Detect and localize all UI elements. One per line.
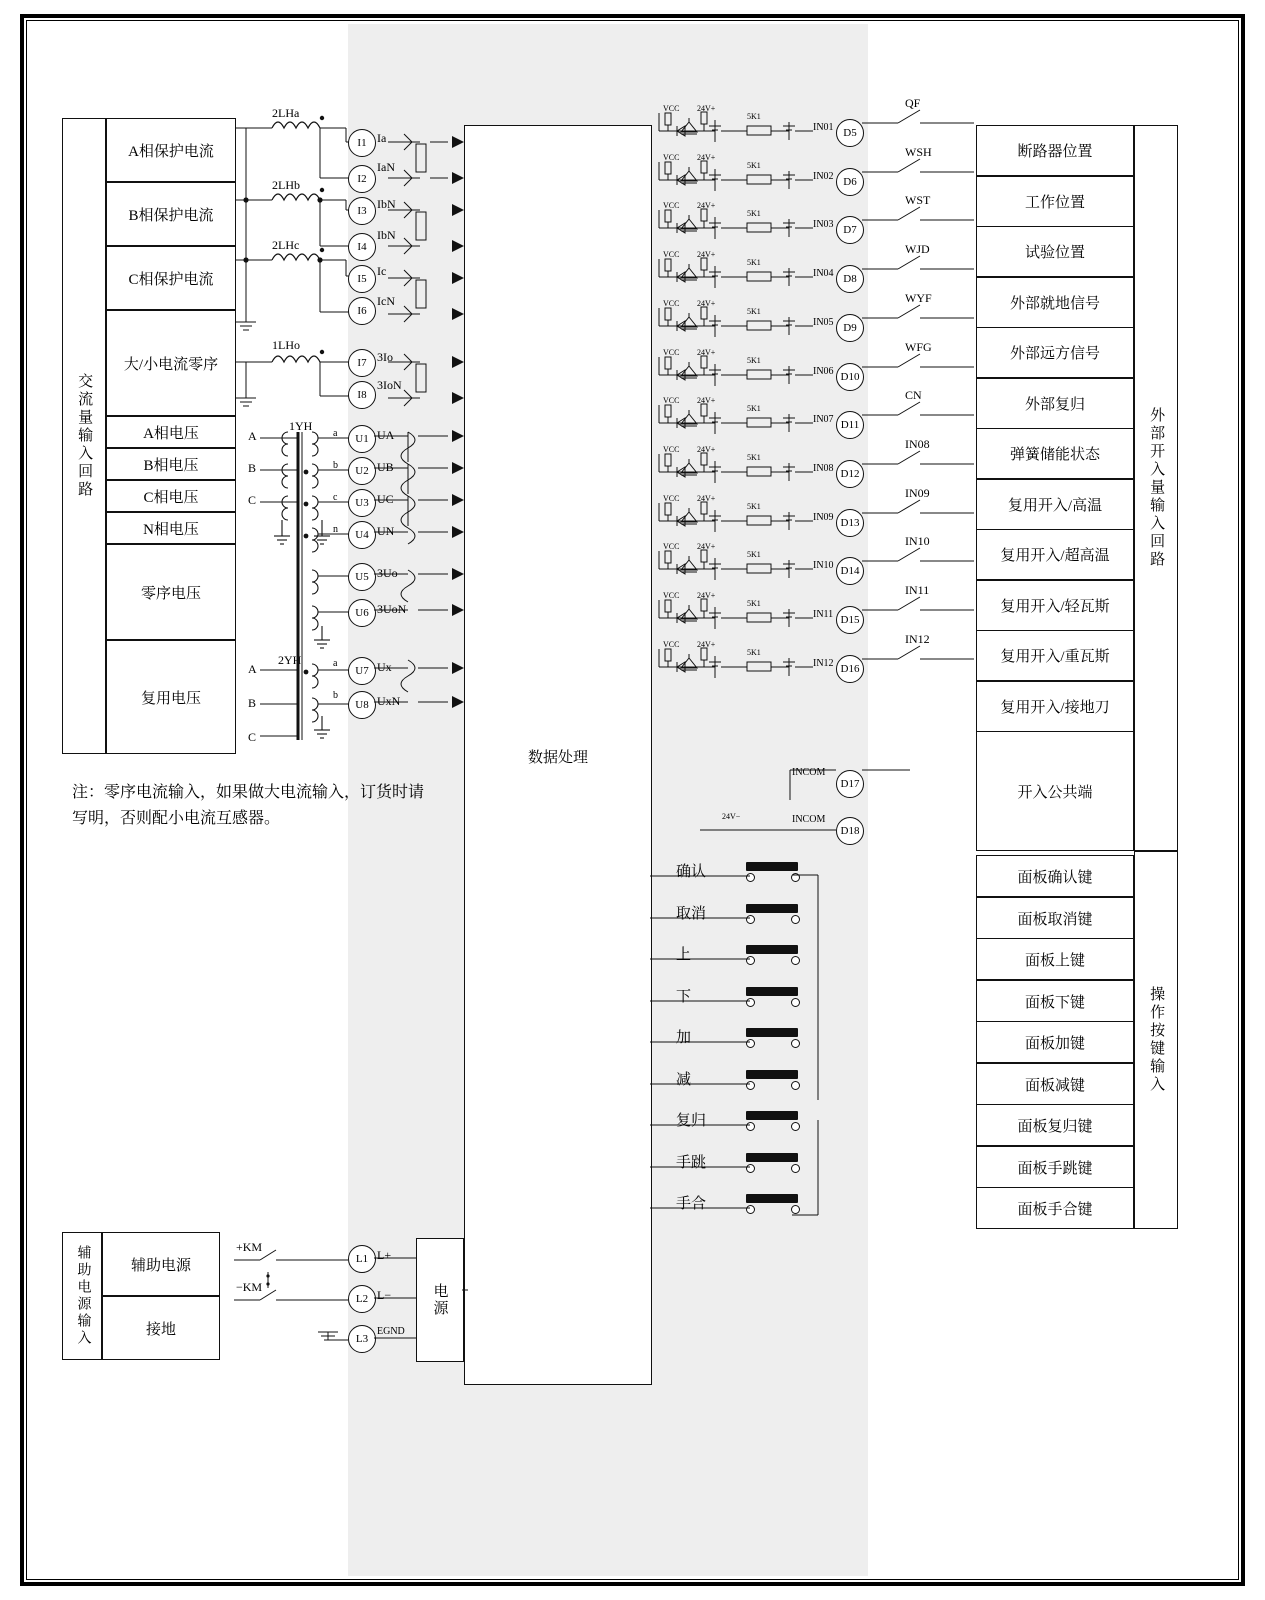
di-input-label: IN04 xyxy=(813,268,834,279)
pt-tap-b2: b xyxy=(333,690,338,701)
signal-L-plus: L+ xyxy=(377,1248,392,1262)
di-channel xyxy=(655,494,865,542)
di-input-label: IN06 xyxy=(813,366,834,377)
di-switch-label: IN09 xyxy=(905,486,930,500)
vcc-label: VCC xyxy=(663,201,680,210)
key-desc-row: 面板上键 xyxy=(976,938,1134,980)
key-label: 加 xyxy=(676,1030,692,1046)
signal-UN: UN xyxy=(377,524,395,538)
di-switch-label: WSH xyxy=(905,145,932,159)
di-desc-common: 开入公共端 xyxy=(976,731,1134,851)
di-terminal-D15: D15 xyxy=(836,606,864,634)
pt-tap-a2: a xyxy=(333,658,338,669)
v24-label: 24V+ xyxy=(697,542,716,551)
di-switch xyxy=(862,447,978,477)
terminal-I2: I2 xyxy=(348,165,376,193)
signal-EGND: EGND xyxy=(377,1326,405,1337)
power-input-negative: −KM xyxy=(236,1280,263,1294)
di-switch-label: WJD xyxy=(905,242,930,256)
di-terminal-D16: D16 xyxy=(836,655,864,683)
key-label: 手合 xyxy=(676,1196,707,1212)
di-terminal-D6: D6 xyxy=(836,168,864,196)
di-switch xyxy=(862,301,978,331)
resistor-label: 5K1 xyxy=(747,453,761,462)
resistor-label: 5K1 xyxy=(747,112,761,121)
key-label: 取消 xyxy=(676,906,707,922)
signal-UB: UB xyxy=(377,460,394,474)
v24-label: 24V+ xyxy=(697,250,716,259)
left-row-6: C相电压 xyxy=(106,480,236,512)
pt-tap-n1: n xyxy=(333,524,338,535)
ct-label-3: 1LHo xyxy=(272,338,300,352)
terminal-U5: U5 xyxy=(348,563,376,591)
di-input-label: IN05 xyxy=(813,317,834,328)
di-desc-row: 工作位置 xyxy=(976,176,1134,227)
terminal-U8: U8 xyxy=(348,691,376,719)
di-switch xyxy=(862,398,978,428)
resistor-label: 5K1 xyxy=(747,307,761,316)
cpu-block xyxy=(464,125,652,1385)
terminal-I1: I1 xyxy=(348,129,376,157)
v24-label: 24V+ xyxy=(697,153,716,162)
di-channel xyxy=(655,250,865,298)
ct-label-2: 2LHc xyxy=(272,238,300,252)
v24-label: 24V+ xyxy=(697,348,716,357)
di-input-label: IN09 xyxy=(813,512,834,523)
signal-IaN: IaN xyxy=(377,160,395,174)
di-channel xyxy=(655,201,865,249)
di-input-label: IN11 xyxy=(813,609,834,620)
signal-UC: UC xyxy=(377,492,394,506)
di-terminal-D18: D18 xyxy=(836,817,864,845)
di-switch-label: IN11 xyxy=(905,583,930,597)
di-switch xyxy=(862,593,978,623)
di-switch xyxy=(862,350,978,380)
vcc-label: VCC xyxy=(663,640,680,649)
di-channel xyxy=(655,640,865,688)
di-desc-row: 弹簧储能状态 xyxy=(976,428,1134,479)
di-switch-label: IN10 xyxy=(905,534,930,548)
left-row-5: B相电压 xyxy=(106,448,236,480)
terminal-I5: I5 xyxy=(348,265,376,293)
key-label: 上 xyxy=(676,947,692,963)
left-row-4: A相电压 xyxy=(106,416,236,448)
di-switch xyxy=(862,155,978,185)
di-switch-label: WYF xyxy=(905,291,932,305)
di-terminal-D10: D10 xyxy=(836,363,864,391)
v24-label: 24V+ xyxy=(697,640,716,649)
key-desc-row: 面板取消键 xyxy=(976,897,1134,939)
key-desc-row: 面板加键 xyxy=(976,1021,1134,1063)
di-desc-row: 外部远方信号 xyxy=(976,327,1134,378)
di-desc-row: 复用开入/轻瓦斯 xyxy=(976,580,1134,631)
di-terminal-D9: D9 xyxy=(836,314,864,342)
vcc-label: VCC xyxy=(663,445,680,454)
phase-A-top: A xyxy=(248,429,257,443)
terminal-I3: I3 xyxy=(348,197,376,225)
vcc-label: VCC xyxy=(663,104,680,113)
di-terminal-D11: D11 xyxy=(836,411,864,439)
power-input-positive: +KM xyxy=(236,1240,263,1254)
v24-minus-label: 24V− xyxy=(722,812,741,821)
terminal-L2: L2 xyxy=(348,1285,376,1313)
power-wiring xyxy=(220,1238,370,1368)
v24-label: 24V+ xyxy=(697,494,716,503)
key-desc-row: 面板手合键 xyxy=(976,1187,1134,1229)
left-row-2: C相保护电流 xyxy=(106,246,236,310)
vcc-label: VCC xyxy=(663,494,680,503)
di-switch-label: WFG xyxy=(905,340,932,354)
phase-C-top: C xyxy=(248,493,257,507)
signal-3IoN: 3IoN xyxy=(377,378,402,392)
left-row-8: 零序电压 xyxy=(106,544,236,640)
keys-group-label: 操作按键输入 xyxy=(1134,851,1178,1229)
phase-C-bot: C xyxy=(248,730,257,744)
di-terminal-D13: D13 xyxy=(836,509,864,537)
signal-Ux: Ux xyxy=(377,660,392,674)
di-switch xyxy=(862,252,978,282)
v24-label: 24V+ xyxy=(697,396,716,405)
di-desc-row: 复用开入/接地刀 xyxy=(976,681,1134,732)
terminal-U4: U4 xyxy=(348,521,376,549)
v24-label: 24V+ xyxy=(697,299,716,308)
power-supply-block xyxy=(416,1238,464,1362)
ct-label-1: 2LHb xyxy=(272,178,300,192)
terminal-U3: U3 xyxy=(348,489,376,517)
key-label: 手跳 xyxy=(676,1155,707,1171)
v24-label: 24V+ xyxy=(697,104,716,113)
terminal-L1: L1 xyxy=(348,1245,376,1273)
left-group-label: 交流量输入回路 xyxy=(62,118,106,754)
di-switch-label: QF xyxy=(905,96,921,110)
resistor-label: 5K1 xyxy=(747,404,761,413)
key-label: 减 xyxy=(676,1072,692,1088)
di-terminal-D8: D8 xyxy=(836,265,864,293)
din-group-label: 外部开入量输入回路 xyxy=(1134,125,1178,851)
di-channel xyxy=(655,591,865,639)
resistor-label: 5K1 xyxy=(747,550,761,559)
key-label: 确认 xyxy=(676,864,707,880)
resistor-label: 5K1 xyxy=(747,161,761,170)
key-bus xyxy=(640,855,840,1235)
di-input-label: IN08 xyxy=(813,463,834,474)
phase-B-bot: B xyxy=(248,696,257,710)
left-row-0: A相保护电流 xyxy=(106,118,236,182)
vcc-label: VCC xyxy=(663,542,680,551)
ct-label-0: 2LHa xyxy=(272,106,300,120)
di-desc-row: 试验位置 xyxy=(976,226,1134,277)
key-desc-row: 面板手跳键 xyxy=(976,1146,1134,1188)
signal-Ic: Ic xyxy=(377,264,387,278)
power-supply-label: 电源 xyxy=(431,1283,448,1317)
terminal-U2: U2 xyxy=(348,457,376,485)
aux-row-0: 辅助电源 xyxy=(102,1232,220,1296)
vcc-label: VCC xyxy=(663,153,680,162)
footnote: 注：零序电流输入，如果做大电流输入，订货时请写明，否则配小电流互感器。 xyxy=(72,784,425,827)
di-switch-label: IN08 xyxy=(905,437,930,451)
di-channel xyxy=(655,445,865,493)
current-input-conditioning xyxy=(374,120,469,420)
vcc-label: VCC xyxy=(663,396,680,405)
di-channel xyxy=(655,153,865,201)
di-input-label: IN07 xyxy=(813,414,834,425)
terminal-I8: I8 xyxy=(348,381,376,409)
resistor-label: 5K1 xyxy=(747,648,761,657)
signal-Ib: IbN xyxy=(377,197,396,211)
di-channel xyxy=(655,348,865,396)
key-desc-row: 面板确认键 xyxy=(976,855,1134,897)
vcc-label: VCC xyxy=(663,591,680,600)
vcc-label: VCC xyxy=(663,299,680,308)
terminal-U6: U6 xyxy=(348,599,376,627)
aux-row-1: 接地 xyxy=(102,1296,220,1360)
key-desc-row: 面板复归键 xyxy=(976,1104,1134,1146)
left-row-7: N相电压 xyxy=(106,512,236,544)
signal-IbN: IbN xyxy=(377,228,396,242)
di-terminal-D5: D5 xyxy=(836,119,864,147)
pt-label-0: 1YH xyxy=(289,419,313,433)
di-switch-label: IN12 xyxy=(905,632,930,646)
di-switch xyxy=(862,642,978,672)
signal-L-minus: L− xyxy=(377,1288,392,1302)
signal-Ia: Ia xyxy=(377,131,387,145)
resistor-label: 5K1 xyxy=(747,356,761,365)
di-switch xyxy=(862,496,978,526)
key-label: 下 xyxy=(676,989,692,1005)
phase-A-bot: A xyxy=(248,662,257,676)
terminal-I4: I4 xyxy=(348,233,376,261)
common-wiring xyxy=(650,760,910,850)
di-desc-row: 复用开入/重瓦斯 xyxy=(976,630,1134,681)
vcc-label: VCC xyxy=(663,348,680,357)
power-to-psu xyxy=(374,1244,420,1364)
terminal-U1: U1 xyxy=(348,425,376,453)
pt-tap-a1: a xyxy=(333,428,338,439)
aux-group-label: 辅助电源输入 xyxy=(62,1232,102,1360)
pt-tap-c1: c xyxy=(333,492,338,503)
di-input-label: IN12 xyxy=(813,658,834,669)
di-channel xyxy=(655,542,865,590)
left-row-3: 大/小电流零序 xyxy=(106,310,236,416)
vcc-label: VCC xyxy=(663,250,680,259)
di-switch xyxy=(862,203,978,233)
di-switch xyxy=(862,106,978,136)
signal-3Io: 3Io xyxy=(377,350,393,364)
voltage-input-conditioning xyxy=(374,420,469,720)
psu-to-cpu xyxy=(462,1280,468,1300)
di-desc-row: 外部就地信号 xyxy=(976,277,1134,328)
di-desc-row: 断路器位置 xyxy=(976,125,1134,176)
di-input-label: IN03 xyxy=(813,219,834,230)
cpu-label: 数据处理 xyxy=(527,750,588,766)
di-input-label: IN10 xyxy=(813,560,834,571)
resistor-label: 5K1 xyxy=(747,209,761,218)
key-desc-row: 面板下键 xyxy=(976,980,1134,1022)
di-terminal-D7: D7 xyxy=(836,216,864,244)
incom-label-1: INCOM xyxy=(792,767,826,778)
di-switch-label: CN xyxy=(905,388,922,402)
di-channel xyxy=(655,396,865,444)
left-row-1: B相保护电流 xyxy=(106,182,236,246)
phase-B-top: B xyxy=(248,461,257,475)
terminal-U7: U7 xyxy=(348,657,376,685)
di-switch-label: WST xyxy=(905,193,931,207)
di-channel xyxy=(655,299,865,347)
di-desc-row: 外部复归 xyxy=(976,378,1134,429)
di-terminal-D17: D17 xyxy=(836,770,864,798)
di-input-label: IN02 xyxy=(813,171,834,182)
incom-label-2: INCOM xyxy=(792,814,826,825)
terminal-I7: I7 xyxy=(348,349,376,377)
di-desc-row: 复用开入/超高温 xyxy=(976,529,1134,580)
signal-UxN: UxN xyxy=(377,694,401,708)
terminal-I6: I6 xyxy=(348,297,376,325)
v24-label: 24V+ xyxy=(697,201,716,210)
di-terminal-D12: D12 xyxy=(836,460,864,488)
signal-UA: UA xyxy=(377,428,395,442)
di-desc-row: 复用开入/高温 xyxy=(976,479,1134,530)
terminal-L3: L3 xyxy=(348,1325,376,1353)
di-terminal-D14: D14 xyxy=(836,557,864,585)
left-row-9: 复用电压 xyxy=(106,640,236,754)
resistor-label: 5K1 xyxy=(747,502,761,511)
resistor-label: 5K1 xyxy=(747,258,761,267)
signal-3Uo: 3Uo xyxy=(377,566,398,580)
di-switch xyxy=(862,544,978,574)
signal-3UoN: 3UoN xyxy=(377,602,407,616)
di-channel xyxy=(655,104,865,152)
v24-label: 24V+ xyxy=(697,591,716,600)
pt-label-1: 2YH xyxy=(278,653,302,667)
key-desc-row: 面板减键 xyxy=(976,1063,1134,1105)
key-label: 复归 xyxy=(676,1113,707,1129)
resistor-label: 5K1 xyxy=(747,599,761,608)
signal-IcN: IcN xyxy=(377,294,395,308)
v24-label: 24V+ xyxy=(697,445,716,454)
di-input-label: IN01 xyxy=(813,122,834,133)
pt-tap-b1: b xyxy=(333,460,338,471)
